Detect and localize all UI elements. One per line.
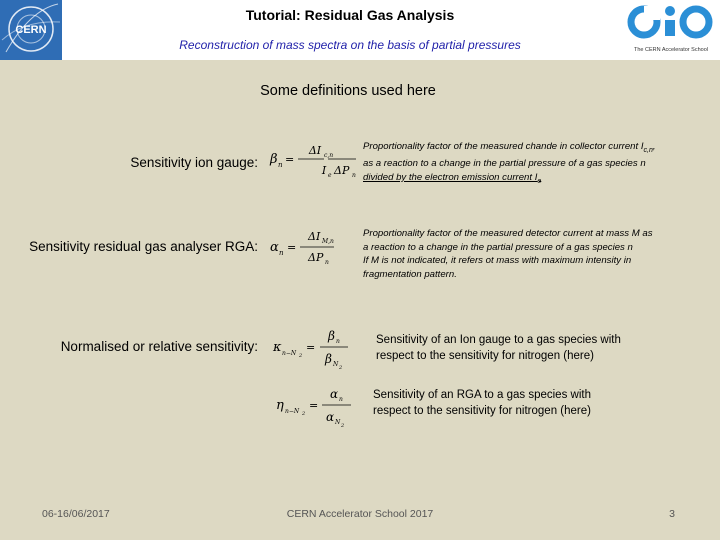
svg-text:I: I — [321, 164, 327, 177]
description-line: If M is not indicated, it refers ot mass with maximum intensity in — [363, 255, 632, 266]
svg-text:=: = — [309, 399, 319, 412]
cas-logo-mark — [622, 0, 718, 46]
description-line: Proportionality factor of the measured detector current at mass M as — [363, 228, 653, 239]
svg-text:n: n — [278, 161, 283, 169]
description-relative-rga — [373, 387, 673, 419]
formula-rga-sensitivity — [270, 218, 360, 274]
svg-text:n: n — [325, 259, 329, 266]
svg-text:β: β — [270, 152, 278, 167]
term-sensitivity-rga: Sensitivity residual gas analyser RGA: — [29, 239, 258, 254]
description-ion-gauge — [363, 140, 713, 188]
svg-text:2: 2 — [341, 423, 345, 429]
description-line: fragmentation pattern. — [363, 268, 457, 280]
description-relative-ion-gauge — [376, 332, 676, 364]
svg-text:β: β — [325, 352, 332, 366]
svg-text:2: 2 — [299, 353, 303, 359]
term-sensitivity-ion-gauge: Sensitivity ion gauge: — [130, 155, 258, 170]
description-line: respect to the sensitivity for nitrogen (here) — [376, 350, 594, 362]
cas-logo-caption: The CERN Accelerator School — [634, 47, 708, 53]
page-number: 3 — [669, 508, 675, 520]
svg-text:ΔI: ΔI — [308, 230, 321, 243]
description-line: divided by the electron emission current $I_e$ — [363, 171, 542, 185]
svg-text:2: 2 — [339, 365, 343, 371]
term-normalised-sensitivity: Normalised or relative sensitivity: — [60, 339, 258, 354]
description-line: Proportionality factor of the measured chande in collector current $I_{c,n}$, — [363, 141, 656, 154]
svg-text:κ: κ — [273, 340, 282, 355]
svg-text:n−N: n−N — [285, 408, 300, 415]
footer-event: CERN Accelerator School 2017 — [286, 508, 434, 520]
description-line: Sensitivity of an Ion gauge to a gas species with — [376, 334, 621, 346]
cern-logo — [0, 0, 62, 60]
svg-text:n: n — [336, 338, 340, 345]
svg-text:=: = — [306, 341, 316, 354]
svg-text:α: α — [330, 387, 339, 401]
description-rga — [363, 227, 713, 281]
svg-text:N: N — [333, 361, 339, 368]
svg-text:ΔP: ΔP — [308, 251, 324, 264]
svg-text:n: n — [339, 396, 343, 403]
svg-text:β: β — [328, 329, 335, 343]
svg-text:n: n — [352, 172, 356, 179]
formula-ion-gauge-sensitivity — [270, 132, 360, 188]
svg-text:=: = — [287, 241, 297, 254]
svg-text:η: η — [276, 398, 284, 413]
svg-text:α: α — [270, 240, 279, 255]
svg-text:ΔP: ΔP — [334, 164, 350, 177]
cern-logo-text: CERN — [15, 24, 47, 36]
cas-logo — [622, 0, 718, 60]
description-line: respect to the sensitivity for nitrogen (here) — [373, 405, 591, 417]
svg-text:e: e — [328, 172, 332, 179]
page-subtitle: Reconstruction of mass spectra on the basis of partial pressures — [179, 38, 521, 52]
page-title: Tutorial: Residual Gas Analysis — [245, 7, 455, 23]
svg-text:2: 2 — [302, 411, 306, 417]
formula-relative-sensitivity-rga — [276, 383, 366, 439]
svg-text:c,n: c,n — [324, 152, 334, 159]
footer-date: 06-16/06/2017 — [42, 508, 110, 520]
svg-text:M,n: M,n — [322, 238, 334, 245]
svg-text:n−N: n−N — [282, 350, 297, 357]
description-line: a reaction to a change in the partial pressure of a gas species n — [363, 241, 633, 253]
svg-text:ΔI: ΔI — [308, 144, 322, 157]
svg-text:N: N — [335, 419, 341, 426]
svg-text:n: n — [279, 249, 284, 257]
formula-relative-sensitivity-ion-gauge — [273, 322, 363, 378]
svg-text:α: α — [326, 410, 335, 424]
section-heading: Some definitions used here — [260, 83, 436, 99]
svg-text:=: = — [285, 153, 295, 166]
description-line: as a reaction to a change in the partial pressure of a gas species n — [363, 158, 646, 170]
description-line: Sensitivity of an RGA to a gas species with — [373, 389, 591, 401]
